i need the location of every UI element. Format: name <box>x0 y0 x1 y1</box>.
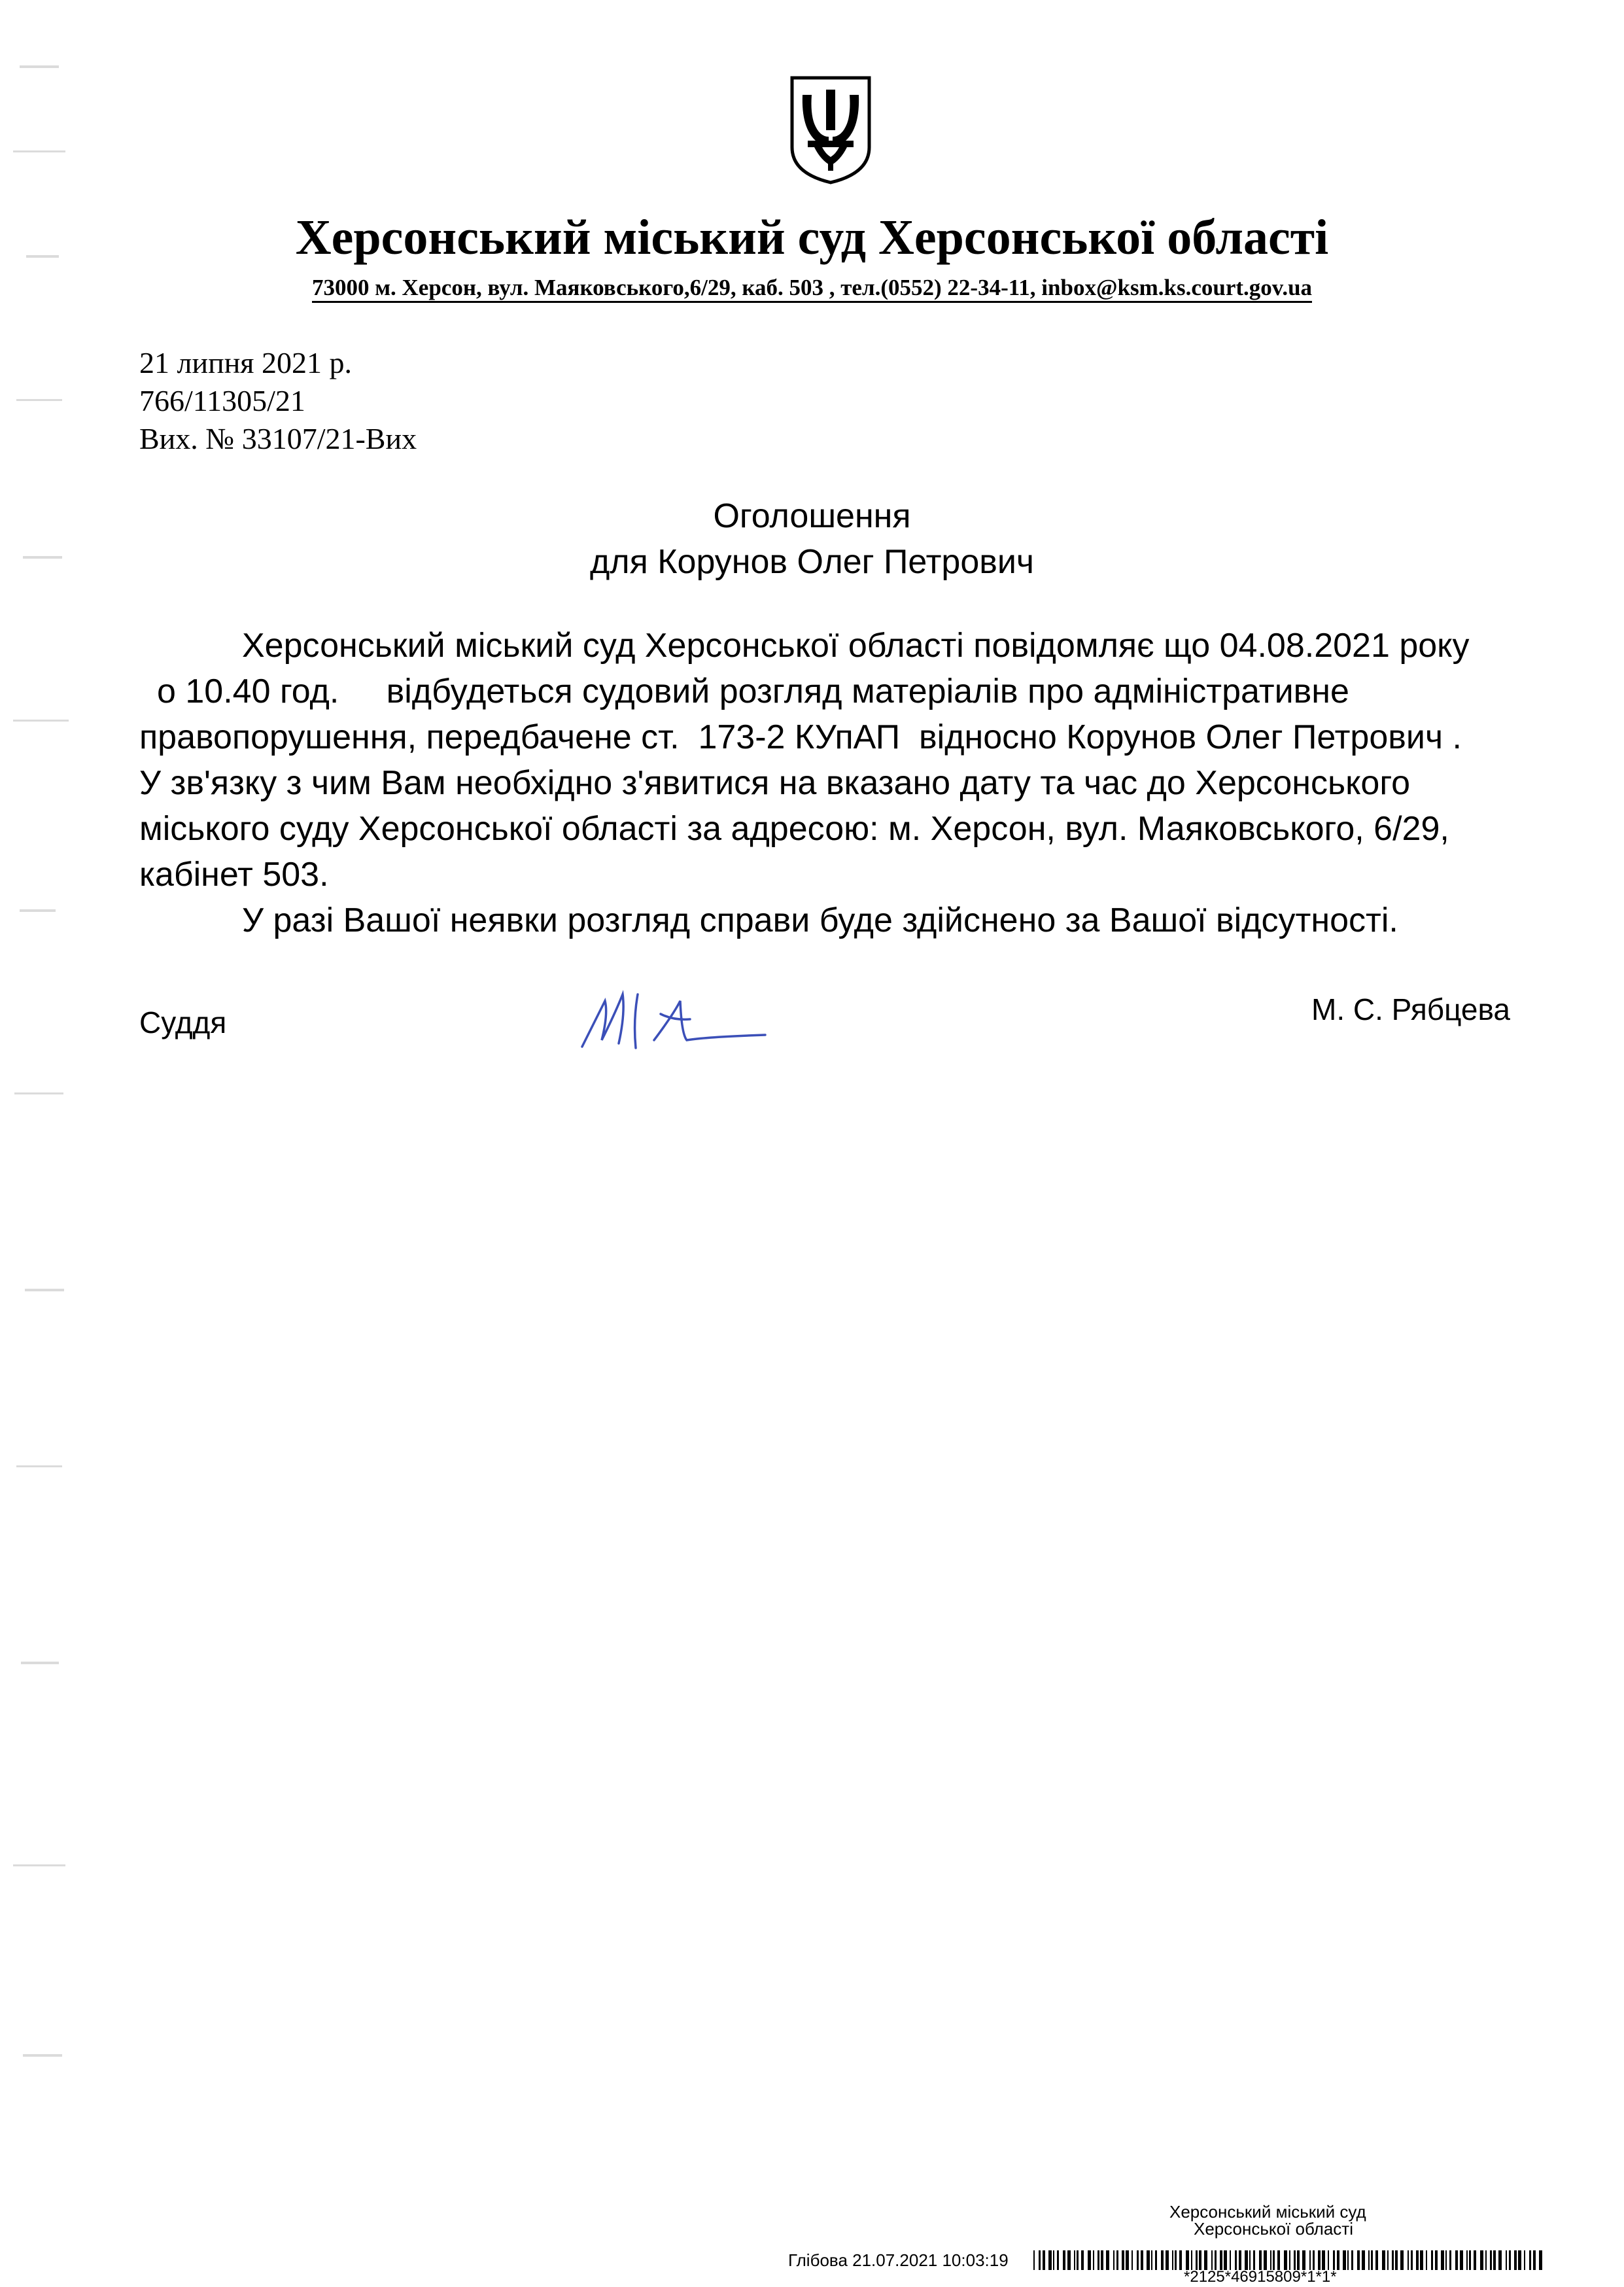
notice-addressee: для Корунов Олег Петрович <box>589 543 1035 581</box>
court-name: Херсонський міський суд Херсонської області <box>295 210 1329 265</box>
body-line: о 10.40 год. відбудеться судовий розгляд матеріалів про адміністративне <box>157 672 1349 710</box>
judge-name: М. С. Рябцева <box>1311 992 1510 1026</box>
handwritten-signature-icon <box>576 975 772 1060</box>
court-address <box>0 273 1624 302</box>
body-line: міського суду Херсонської області за адресою: м. Херсон, вул. Маяковського, 6/29, <box>139 810 1449 848</box>
outgoing-number: Вих. № 33107/21-Вих <box>139 422 417 455</box>
body-line: правопорушення, передбачене ст. 173-2 КУпАП відносно Корунов Олег Петрович . <box>139 718 1462 756</box>
body-line: Херсонський міський суд Херсонської області повідомляє що 04.08.2021 року <box>242 627 1470 665</box>
body-line: У зв'язку з чим Вам необхідно з'явитися на вказано дату та час до Херсонського <box>139 764 1411 802</box>
court-address-text: 73000 м. Херсон, вул. Маяковського,6/29, каб. 503 , тел.(0552) 22-34-11, inbox@ksm.ks.court.gov.ua <box>312 275 1312 303</box>
stamp-court-line2: Херсонської області <box>1194 2219 1353 2239</box>
letter-date: 21 липня 2021 р. <box>139 346 352 379</box>
trident-emblem-icon <box>788 75 873 185</box>
body-line: кабінет 503. <box>139 856 329 894</box>
body-line: У разі Вашої неявки розгляд справи буде здійснено за Вашої відсутності. <box>242 901 1398 939</box>
stamp-court-line1: Херсонський міський суд <box>1169 2202 1366 2222</box>
stamp-registrar: Глібова 21.07.2021 10:03:19 <box>788 2250 1009 2270</box>
judge-role-label: Суддя <box>139 1005 227 1039</box>
case-number: 766/11305/21 <box>139 384 305 417</box>
notice-title: Оголошення <box>713 497 911 535</box>
barcode-text: *2125*46915809*1*1* <box>1184 2268 1337 2286</box>
scan-noise-margin <box>7 59 85 2218</box>
